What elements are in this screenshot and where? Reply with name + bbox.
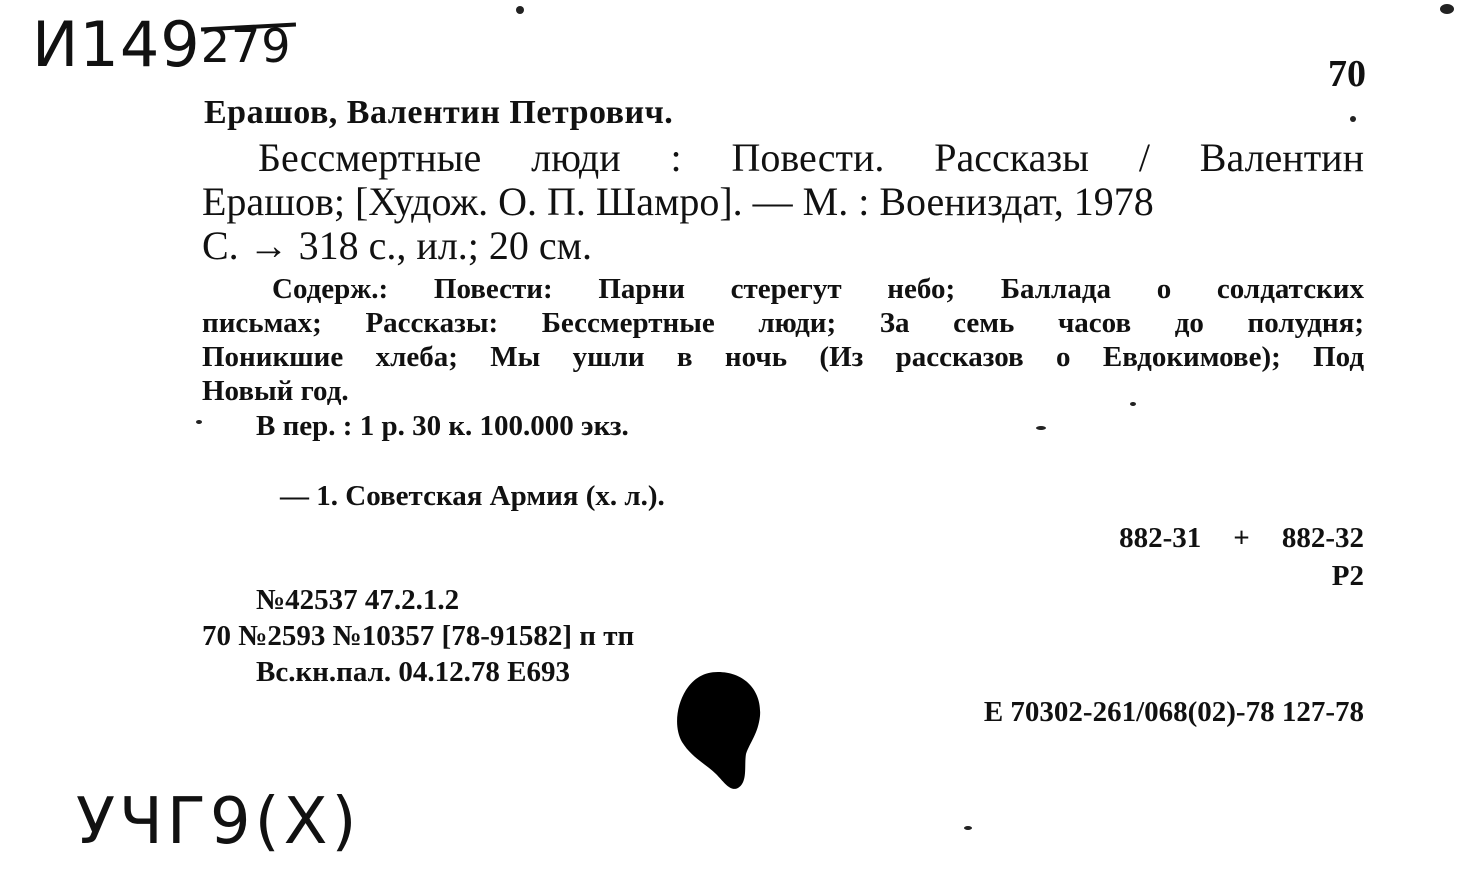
corner-number: 70 xyxy=(1328,53,1366,95)
contents-line: письмах; Рассказы: Бессмертные люди; За семь часов до полудня; xyxy=(202,307,1364,339)
contents-line: Содерж.: Повести: Парни стерегут небо; Баллада о солдатских xyxy=(272,273,1364,305)
record-line: Вс.кн.пал. 04.12.78 Е693 xyxy=(256,656,570,688)
ink-speck xyxy=(1440,4,1454,14)
handwritten-code: И149 xyxy=(32,8,201,81)
r2-mark: Р2 xyxy=(1331,560,1364,592)
ink-speck xyxy=(964,826,972,830)
punch-hole-blot xyxy=(672,668,764,792)
classification-numbers xyxy=(1119,522,1364,555)
contents-line: Новый год. xyxy=(202,375,349,407)
record-line: №42537 47.2.1.2 xyxy=(256,584,460,616)
ink-speck xyxy=(1130,402,1136,406)
contents-line: Поникшие хлеба; Мы ушли в ночь (Из рассказов о Евдокимове); Под xyxy=(202,341,1364,373)
contents-note xyxy=(202,272,1364,408)
ink-speck xyxy=(196,420,202,424)
index-code: Е 70302-261/068(02)-78 127-78 xyxy=(983,696,1364,728)
classification-plus: + xyxy=(1233,522,1250,554)
subject-heading: — 1. Советская Армия (х. л.). xyxy=(280,480,665,512)
record-line: 70 №2593 №10357 [78-91582] п тп xyxy=(202,620,635,652)
title-line: Ерашов; [Худож. О. П. Шамро]. — М. : Воениздат, 1978 xyxy=(202,179,1154,224)
ink-speck xyxy=(1036,426,1046,430)
handwritten-shelf-code: УЧГ9(Х) xyxy=(76,785,361,859)
author-heading: Ерашов, Валентин Петрович. xyxy=(204,94,674,131)
classification-left: 882-31 xyxy=(1119,522,1202,554)
title-line: С. → 318 с., ил.; 20 см. xyxy=(202,223,592,268)
handwritten-number: 279 xyxy=(200,19,292,73)
handwritten-call-number xyxy=(32,8,292,81)
ink-speck xyxy=(516,6,524,14)
title-statement xyxy=(202,136,1364,268)
classification-right: 882-32 xyxy=(1281,522,1364,554)
price-edition-line: В пер. : 1 р. 30 к. 100.000 экз. xyxy=(256,410,629,442)
ink-speck xyxy=(1350,116,1356,122)
title-line: Бессмертные люди : Повести. Рассказы / Валентин xyxy=(258,135,1364,180)
